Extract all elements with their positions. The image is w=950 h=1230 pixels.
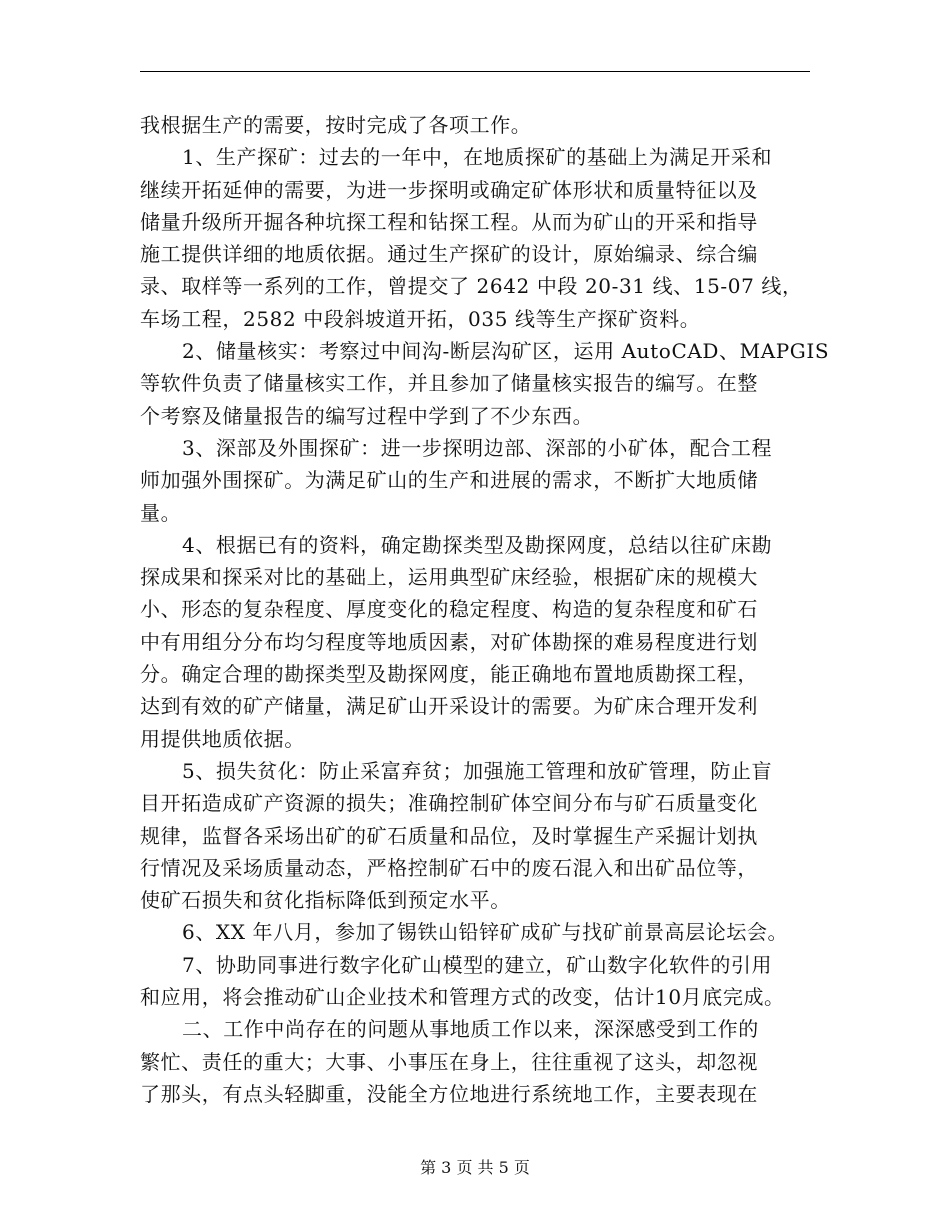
text-line: 2、储量核实：考察过中间沟-断层沟矿区，运用 AutoCAD、MAPGIS: [182, 339, 830, 364]
text-line: 继续开拓延伸的需要，为进一步探明或确定矿体形状和质量特征以及: [140, 177, 758, 202]
text-line: 个考察及储量报告的编写过程中学到了不少东西。: [140, 403, 594, 428]
body-text: [140, 109, 830, 1110]
text-line: 我根据生产的需要，按时完成了各项工作。: [140, 113, 532, 137]
text-line: 小、形态的复杂程度、厚度变化的稳定程度、构造的复杂程度和矿石: [140, 597, 758, 622]
text-line: 施工提供详细的地质依据。通过生产探矿的设计，原始编录、综合编: [140, 242, 758, 267]
text-line: 使矿石损失和贫化指标降低到预定水平。: [140, 888, 511, 913]
text-line: 达到有效的矿产储量，满足矿山开采设计的需要。为矿床合理开发利: [140, 694, 758, 719]
text-line: 繁忙、责任的重大；大事、小事压在身上，往往重视了这头，却忽视: [140, 1049, 758, 1074]
page-footer: 第 3 页 共 5 页: [420, 1158, 530, 1177]
text-line: 1、生产探矿：过去的一年中，在地质探矿的基础上为满足开采和: [182, 145, 773, 170]
text-line: 师加强外围探矿。为满足矿山的生产和进展的需求，不断扩大地质储: [140, 468, 758, 493]
text-line: 二、工作中尚存在的问题从事地质工作以来，深深感受到工作的: [182, 1017, 759, 1042]
text-line: 等软件负责了储量核实工作，并且参加了储量核实报告的编写。在整: [140, 371, 758, 396]
text-line: 目开拓造成矿产资源的损失；准确控制矿体空间分布与矿石质量变化: [140, 791, 758, 816]
text-line: 用提供地质依据。: [140, 726, 305, 751]
text-line: 规律，监督各采场出矿的矿石质量和品位，及时掌握生产采掘计划执: [140, 823, 758, 848]
text-line: 了那头，有点头轻脚重，没能全方位地进行系统地工作，主要表现在: [140, 1081, 758, 1106]
text-line: 行情况及采场质量动态，严格控制矿石中的废石混入和出矿品位等，: [140, 855, 758, 880]
text-line: 7、协助同事进行数字化矿山模型的建立，矿山数字化软件的引用: [182, 952, 773, 977]
text-line: 和应用，将会推动矿山企业技术和管理方式的改变，估计10月底完成。: [140, 985, 785, 1010]
text-line: 量。: [140, 500, 182, 525]
text-line: 5、损失贫化：防止采富弃贫；加强施工管理和放矿管理，防止盲: [182, 758, 773, 783]
text-line: 中有用组分分布均匀程度等地质因素，对矿体勘探的难易程度进行划: [140, 629, 758, 654]
text-line: 6、XX 年八月，参加了锡铁山铅锌矿成矿与找矿前景高层论坛会。: [182, 920, 789, 945]
text-line: 分。确定合理的勘探类型及勘探网度，能正确地布置地质勘探工程，: [140, 662, 758, 687]
text-line: 车场工程，2582 中段斜坡道开拓，035 线等生产探矿资料。: [140, 306, 701, 331]
text-line: 探成果和探采对比的基础上，运用典型矿床经验，根据矿床的规模大: [140, 565, 758, 590]
text-line: 录、取样等一系列的工作，曾提交了 2642 中段 20-31 线、15-07 线，: [140, 274, 803, 299]
header-rule: [140, 71, 810, 72]
text-line: 储量升级所开掘各种坑探工程和钻探工程。从而为矿山的开采和指导: [140, 209, 758, 234]
text-line: 4、根据已有的资料，确定勘探类型及勘探网度，总结以往矿床勘: [182, 532, 773, 557]
text-line: 3、深部及外围探矿：进一步探明边部、深部的小矿体，配合工程: [182, 435, 773, 460]
